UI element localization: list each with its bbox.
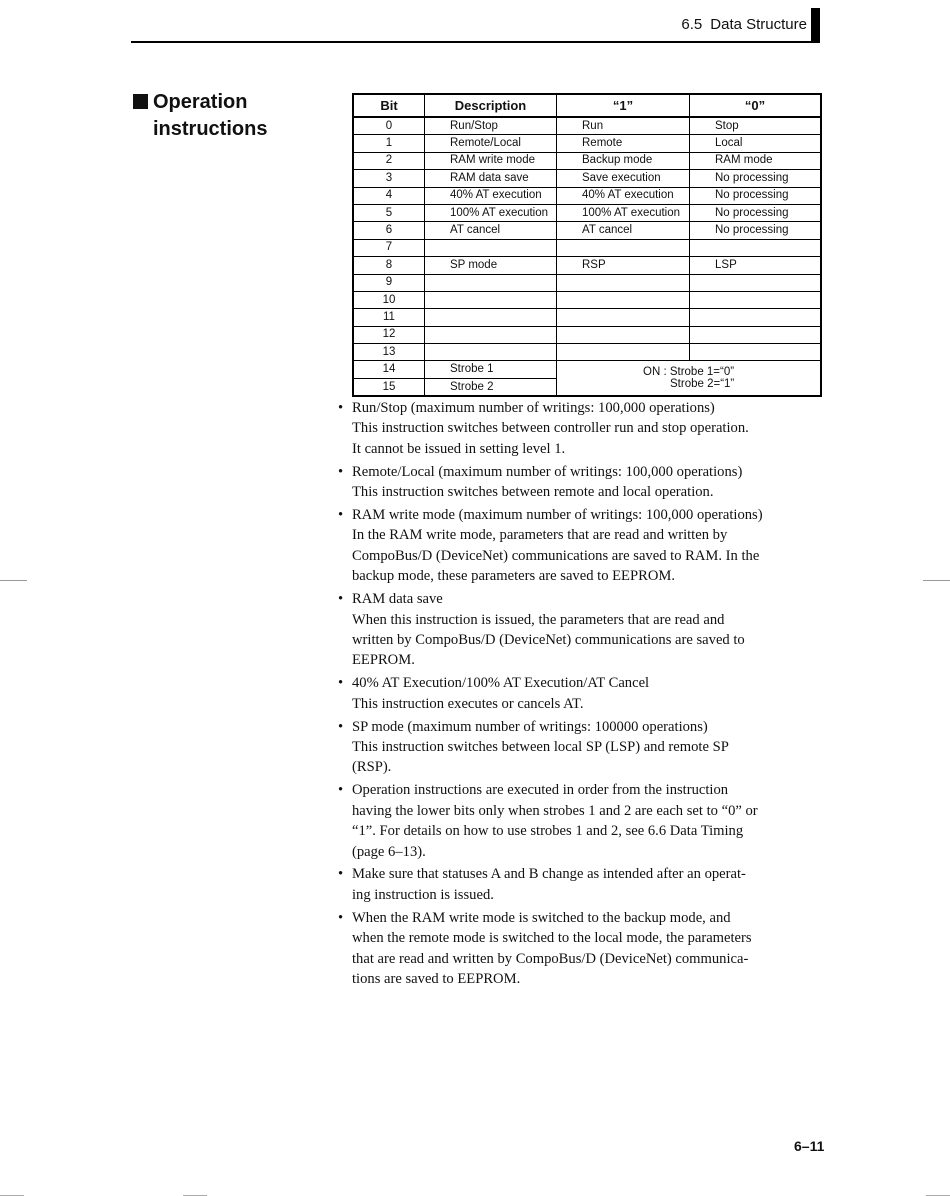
note-title: 40% AT Execution/100% AT Execution/AT Cancel: [352, 675, 650, 692]
cell-one: [557, 309, 690, 326]
notes-list: [338, 398, 820, 992]
cell-bit: 3: [353, 170, 425, 187]
table-row: [353, 204, 821, 221]
section-heading-line2: instructions: [153, 118, 268, 140]
header-rule: [131, 41, 820, 43]
strobe-note-line2: Strobe 2=“1”: [670, 378, 735, 391]
cell-description: [425, 309, 557, 326]
note-title: SP mode (maximum number of writings: 100000 operations): [352, 718, 708, 735]
note-title: When the RAM write mode is switched to the backup mode, and: [352, 909, 731, 926]
cell-bit: 15: [353, 378, 425, 396]
cell-description: RAM write mode: [425, 152, 557, 169]
cell-one: AT cancel: [557, 222, 690, 239]
note-title: Operation instructions are executed in order from the instruction: [352, 782, 729, 799]
table-row: [353, 344, 821, 361]
cell-bit: 8: [353, 257, 425, 274]
table-row: [353, 257, 821, 274]
cell-description: [425, 326, 557, 343]
note-item: [338, 462, 820, 503]
table-row: [353, 117, 821, 135]
cell-one: [557, 291, 690, 308]
cell-bit: 7: [353, 239, 425, 256]
cell-bit: 2: [353, 152, 425, 169]
cell-description: SP mode: [425, 257, 557, 274]
cell-description: Remote/Local: [425, 135, 557, 152]
note-title: RAM write mode (maximum number of writings: 100,000 operations): [352, 507, 763, 524]
note-text-line: This instruction executes or cancels AT.: [352, 695, 584, 712]
strobe-note-line1: ON : Strobe 1=“0”: [643, 366, 735, 379]
section-heading: [133, 89, 313, 143]
note-item: [338, 908, 820, 990]
bullet-icon: •: [338, 718, 344, 735]
note-title: Run/Stop (maximum number of writings: 100,000 operations): [352, 400, 715, 416]
cell-bit: 1: [353, 135, 425, 152]
cell-one: [557, 239, 690, 256]
column-header-one: “1”: [557, 94, 690, 117]
table-row: [353, 326, 821, 343]
cell-bit: 10: [353, 291, 425, 308]
note-text-line: backup mode, these parameters are saved to EEPROM.: [352, 568, 675, 585]
strobe-note: [557, 361, 822, 396]
note-text-line: written by CompoBus/D (DeviceNet) communications are saved to: [352, 631, 745, 648]
cell-one: Save execution: [557, 170, 690, 187]
bullet-icon: •: [338, 782, 344, 799]
cell-bit: 5: [353, 204, 425, 221]
table-row: [353, 135, 821, 152]
cell-zero: [690, 291, 822, 308]
note-text-line: that are read and written by CompoBus/D (DeviceNet) communica-: [352, 950, 749, 967]
cell-zero: No processing: [690, 187, 822, 204]
column-header-bit: Bit: [353, 94, 425, 117]
bullet-icon: •: [338, 400, 344, 416]
cell-one: 100% AT execution: [557, 204, 690, 221]
note-text-line: This instruction switches between controller run and stop operation.: [352, 420, 749, 437]
note-text-line: tions are saved to EEPROM.: [352, 970, 521, 987]
header-thumb-tab: [811, 8, 820, 43]
cell-description: [425, 291, 557, 308]
cell-description: Run/Stop: [425, 117, 557, 135]
cell-zero: LSP: [690, 257, 822, 274]
note-text-line: It cannot be issued in setting level 1.: [352, 440, 566, 457]
margin-tick-left: [0, 580, 27, 581]
cell-description: RAM data save: [425, 170, 557, 187]
table-row: [353, 222, 821, 239]
note-item: [338, 505, 820, 587]
cell-one: [557, 274, 690, 291]
table-header-row: [353, 94, 821, 117]
cell-one: 40% AT execution: [557, 187, 690, 204]
operation-instructions-table: [352, 93, 822, 397]
cell-description: [425, 239, 557, 256]
table-row: [353, 274, 821, 291]
note-title: RAM data save: [352, 591, 443, 608]
note-item: [338, 398, 820, 459]
cell-zero: Local: [690, 135, 822, 152]
note-text-line: ing instruction is issued.: [352, 886, 494, 903]
table-row: [353, 309, 821, 326]
cell-bit: 6: [353, 222, 425, 239]
cell-one: [557, 326, 690, 343]
bullet-icon: •: [338, 909, 344, 926]
table-row: [353, 152, 821, 169]
cell-zero: No processing: [690, 170, 822, 187]
cell-zero: RAM mode: [690, 152, 822, 169]
table-row-strobe: [353, 361, 821, 378]
cell-zero: Stop: [690, 117, 822, 135]
note-text-line: (RSP).: [352, 759, 392, 776]
note-text-line: CompoBus/D (DeviceNet) communications are saved to RAM. In the: [352, 547, 760, 564]
note-text-line: “1”. For details on how to use strobes 1 and 2, see 6.6 Data Timing: [352, 823, 744, 840]
bullet-icon: •: [338, 591, 344, 608]
note-item: [338, 673, 820, 714]
table-row: [353, 170, 821, 187]
note-item: [338, 717, 820, 778]
bullet-icon: •: [338, 507, 344, 524]
section-heading-line1: Operation: [153, 91, 248, 113]
table-row: [353, 291, 821, 308]
note-item: [338, 589, 820, 671]
header-section-title: Data Structure: [710, 16, 807, 33]
cell-description: Strobe 1: [425, 361, 557, 378]
page-number: 6–11: [794, 1138, 825, 1154]
running-header: [681, 15, 807, 35]
bullet-icon: •: [338, 675, 344, 692]
cell-zero: No processing: [690, 204, 822, 221]
cell-bit: 12: [353, 326, 425, 343]
cell-one: RSP: [557, 257, 690, 274]
note-text-line: In the RAM write mode, parameters that are read and written by: [352, 527, 728, 544]
cell-description: AT cancel: [425, 222, 557, 239]
cell-zero: [690, 309, 822, 326]
cell-one: Remote: [557, 135, 690, 152]
note-text-line: having the lower bits only when strobes 1 and 2 are each set to “0” or: [352, 802, 758, 819]
cell-bit: 11: [353, 309, 425, 326]
cell-zero: No processing: [690, 222, 822, 239]
cell-bit: 0: [353, 117, 425, 135]
note-text-line: This instruction switches between local SP (LSP) and remote SP: [352, 739, 729, 755]
cell-zero: [690, 274, 822, 291]
cell-description: [425, 274, 557, 291]
cell-description: 100% AT execution: [425, 204, 557, 221]
cell-one: Backup mode: [557, 152, 690, 169]
note-text-line: when the remote mode is switched to the local mode, the parameters: [352, 930, 752, 947]
cell-one: Run: [557, 117, 690, 135]
cell-description: 40% AT execution: [425, 187, 557, 204]
cell-bit: 13: [353, 344, 425, 361]
table-row: [353, 187, 821, 204]
table-body: [353, 117, 821, 396]
column-header-description: Description: [425, 94, 557, 117]
bullet-icon: •: [338, 866, 344, 883]
note-title: Make sure that statuses A and B change as intended after an operat-: [352, 866, 746, 883]
note-text-line: When this instruction is issued, the parameters that are read and: [352, 611, 725, 628]
table-row: [353, 239, 821, 256]
note-text-line: (page 6–13).: [352, 843, 426, 860]
note-text-line: This instruction switches between remote and local operation.: [352, 484, 714, 501]
cell-zero: [690, 239, 822, 256]
note-item: [338, 864, 820, 905]
bullet-icon: •: [338, 463, 344, 480]
cell-description: [425, 344, 557, 361]
margin-tick-right: [923, 580, 950, 581]
cell-bit: 9: [353, 274, 425, 291]
note-text-line: EEPROM.: [352, 652, 415, 669]
square-bullet-icon: [133, 94, 148, 109]
cell-bit: 4: [353, 187, 425, 204]
cell-description: Strobe 2: [425, 378, 557, 396]
column-header-zero: “0”: [690, 94, 822, 117]
cell-zero: [690, 344, 822, 361]
header-section-number: 6.5: [681, 16, 703, 33]
note-item: [338, 780, 820, 862]
note-title: Remote/Local (maximum number of writings: 100,000 operations): [352, 463, 743, 480]
cell-one: [557, 344, 690, 361]
cell-bit: 14: [353, 361, 425, 378]
cell-zero: [690, 326, 822, 343]
